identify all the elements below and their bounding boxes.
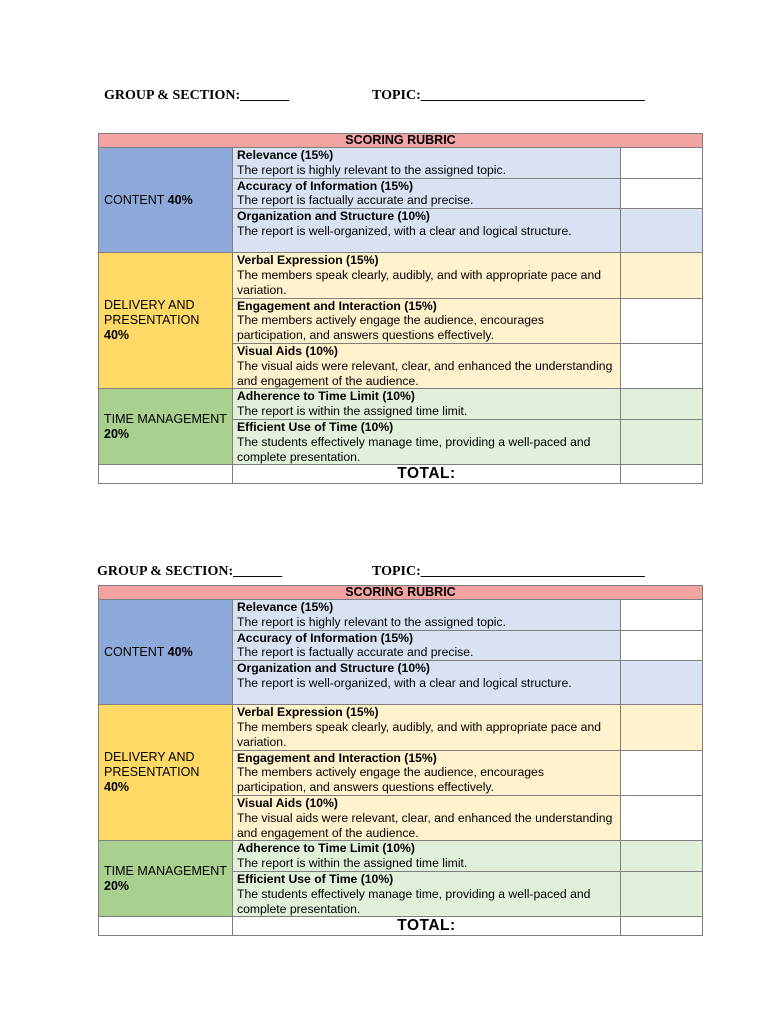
criterion-visual-aids <box>233 795 621 840</box>
category-weight: 40% <box>167 644 193 659</box>
rubric-title: SCORING RUBRIC <box>99 134 703 148</box>
score-cell[interactable] <box>621 298 703 343</box>
score-cell[interactable] <box>621 148 703 179</box>
category-content <box>99 148 233 253</box>
group-section-label: GROUP & SECTION:_______ <box>104 88 290 103</box>
criterion-title: Organization and Structure (10%) <box>237 209 430 224</box>
criterion-engagement <box>233 750 621 795</box>
total-label: TOTAL: <box>233 917 621 936</box>
criterion-description: The report is well-organized, with a clear and logical structure. <box>237 675 572 690</box>
category-name: DELIVERY AND PRESENTATION <box>104 750 200 780</box>
score-cell[interactable] <box>621 600 703 631</box>
category-time-management <box>99 841 233 917</box>
criterion-description: The report is highly relevant to the assigned topic. <box>237 614 506 629</box>
criterion-description: The report is factually accurate and precise. <box>237 645 474 660</box>
criterion-description: The visual aids were relevant, clear, and enhanced the understanding and engagement of the audience. <box>237 358 613 388</box>
criterion-title: Visual Aids (10%) <box>237 343 338 358</box>
category-name: TIME MANAGEMENT <box>104 411 227 426</box>
criterion-title: Accuracy of Information (15%) <box>237 178 414 193</box>
criterion-description: The members actively engage the audience, encourages participation, and answers questions effectively. <box>237 313 544 343</box>
criterion-description: The students effectively manage time, providing a well-paced and complete presentation. <box>237 434 591 464</box>
criterion-description: The report is within the assigned time limit. <box>237 404 468 419</box>
category-weight: 20% <box>104 878 130 893</box>
criterion-description: The report is highly relevant to the assigned topic. <box>237 162 506 177</box>
score-cell[interactable] <box>621 705 703 750</box>
category-weight: 20% <box>104 426 130 441</box>
category-weight: 40% <box>104 780 130 795</box>
category-weight: 40% <box>167 192 193 207</box>
score-cell[interactable] <box>621 795 703 840</box>
criterion-verbal-expression <box>233 705 621 750</box>
criterion-adherence <box>233 841 621 872</box>
criterion-title: Relevance (15%) <box>237 600 334 614</box>
score-cell[interactable] <box>621 750 703 795</box>
score-cell[interactable] <box>621 419 703 464</box>
group-section-label: GROUP & SECTION:_______ <box>97 564 283 579</box>
criterion-organization <box>233 209 621 253</box>
criterion-title: Adherence to Time Limit (10%) <box>237 389 415 404</box>
total-score-cell[interactable] <box>621 917 703 936</box>
criterion-relevance <box>233 600 621 631</box>
score-cell[interactable] <box>621 630 703 661</box>
topic-label: TOPIC:________________________________ <box>372 88 645 103</box>
criterion-organization <box>233 661 621 705</box>
score-cell[interactable] <box>621 841 703 872</box>
score-cell[interactable] <box>621 389 703 420</box>
rubric-title: SCORING RUBRIC <box>99 586 703 600</box>
scoring-rubric-table <box>98 585 703 936</box>
category-name: CONTENT <box>104 192 165 207</box>
criterion-accuracy <box>233 178 621 209</box>
score-cell[interactable] <box>621 343 703 388</box>
score-cell[interactable] <box>621 253 703 298</box>
criterion-efficient-use <box>233 419 621 464</box>
criterion-description: The students effectively manage time, providing a well-paced and complete presentation. <box>237 886 591 916</box>
total-score-cell[interactable] <box>621 465 703 484</box>
criterion-engagement <box>233 298 621 343</box>
criterion-title: Engagement and Interaction (15%) <box>237 298 437 313</box>
criterion-description: The members speak clearly, audibly, and with appropriate pace and variation. <box>237 719 602 749</box>
criterion-title: Organization and Structure (10%) <box>237 661 430 676</box>
criterion-description: The visual aids were relevant, clear, and enhanced the understanding and engagement of the audience. <box>237 810 613 840</box>
criterion-title: Engagement and Interaction (15%) <box>237 750 437 765</box>
category-content <box>99 600 233 705</box>
criterion-title: Efficient Use of Time (10%) <box>237 871 394 886</box>
criterion-relevance <box>233 148 621 179</box>
category-delivery <box>99 705 233 841</box>
criterion-title: Verbal Expression (15%) <box>237 253 379 268</box>
criterion-efficient-use <box>233 871 621 916</box>
criterion-visual-aids <box>233 343 621 388</box>
criterion-title: Verbal Expression (15%) <box>237 705 379 720</box>
criterion-description: The report is well-organized, with a clear and logical structure. <box>237 223 572 238</box>
score-cell[interactable] <box>621 661 703 705</box>
total-label: TOTAL: <box>233 465 621 484</box>
category-name: DELIVERY AND PRESENTATION <box>104 298 200 328</box>
criterion-description: The members speak clearly, audibly, and with appropriate pace and variation. <box>237 267 602 297</box>
total-blank-cell <box>99 917 233 936</box>
criterion-title: Accuracy of Information (15%) <box>237 630 414 645</box>
category-name: CONTENT <box>104 644 165 659</box>
topic-label: TOPIC:________________________________ <box>372 564 645 579</box>
criterion-title: Visual Aids (10%) <box>237 795 338 810</box>
criterion-adherence <box>233 389 621 420</box>
score-cell[interactable] <box>621 178 703 209</box>
category-name: TIME MANAGEMENT <box>104 863 227 878</box>
criterion-title: Efficient Use of Time (10%) <box>237 419 394 434</box>
score-cell[interactable] <box>621 209 703 253</box>
total-blank-cell <box>99 465 233 484</box>
criterion-description: The report is within the assigned time limit. <box>237 856 468 871</box>
category-weight: 40% <box>104 328 130 343</box>
criterion-description: The report is factually accurate and precise. <box>237 193 474 208</box>
criterion-description: The members actively engage the audience, encourages participation, and answers questions effectively. <box>237 765 544 795</box>
scoring-rubric-table <box>98 133 703 484</box>
criterion-accuracy <box>233 630 621 661</box>
criterion-verbal-expression <box>233 253 621 298</box>
criterion-title: Adherence to Time Limit (10%) <box>237 841 415 856</box>
category-delivery <box>99 253 233 389</box>
category-time-management <box>99 389 233 465</box>
criterion-title: Relevance (15%) <box>237 148 334 162</box>
score-cell[interactable] <box>621 871 703 916</box>
